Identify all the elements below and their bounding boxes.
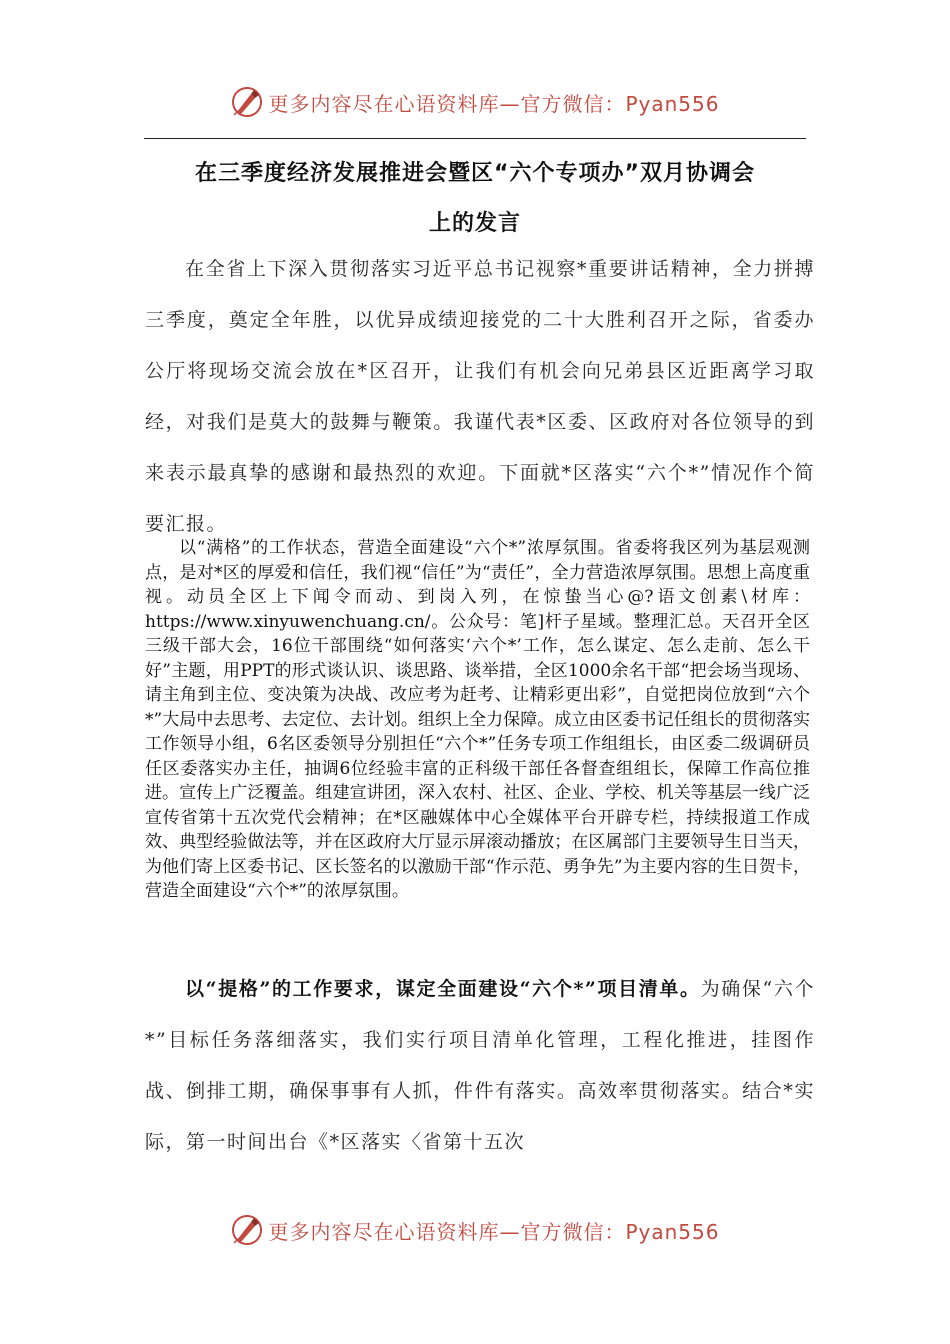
header-divider	[144, 138, 806, 139]
paragraph-project-list	[145, 964, 815, 1168]
paragraph-lead-sentence: 以“提格”的工作要求，谋定全面建设“六个*”项目清单。	[185, 978, 701, 1000]
document-title-line-2: 上的发言	[428, 211, 521, 236]
footer-banner	[0, 1210, 950, 1250]
paragraph-intro: 在全省上下深入贯彻落实习近平总书记视察*重要讲话精神，全力拼搏三季度，奠定全年胜，以优异成绩迎接党的二十大胜利召开之际，省委办公厅将现场交流会放在*区召开，让我们有机会向兄弟县区近距离学习取经，对我们是莫大的鼓舞与鞭策。我谨代表*区委、区政府对各位领导的到来表示最真挚的感谢和最热烈的欢迎。下面就*区落实“六个*”情况作个简要汇报。	[145, 258, 815, 535]
document-title-line-1: 在三季度经济发展推进会暨区“六个专项办”双月协调会	[195, 161, 755, 186]
header-banner	[0, 82, 950, 122]
pen-nib-logo-icon	[230, 1213, 264, 1247]
banner-text: 更多内容尽在心语资料库—官方微信：Pyan556	[268, 91, 720, 116]
paragraph-manage-atmosphere: 以“满格”的工作状态，营造全面建设“六个*”浓厚氛围。省委将我区列为基层观测点，是对*区的厚爱和信任，我们视“信任”为“责任”，全力营造浓厚氛围。思想上高度重视。动员全区上下闻令而动、到岗入列，在惊蛰当心@?语文创素\材库：https://www.xinyuwenchuang.cn/。公众号：笔]杆子星域。整理汇总。天召开全区三级干部大会，16位干部围绕“如何落实‘六个*’工作，怎么谋定、怎么走前、怎么干好”主题，用PPT的形式谈认识、谈思路、谈举措，全区1000余名干部“把会场当现场、请主角到主位、变决策为决战、改应考为赶考、让精彩更出彩”，自觉把岗位放到“六个*”大局中去思考、去定位、去计划。组织上全力保障。成立由区委书记任组长的贯彻落实工作领导小组，6名区委领导分别担任“六个*”任务专项工作组组长，由区委二级调研员任区委落实办主任，抽调6位经验丰富的正科级干部任各督查组组长，保障工作高位推进。宣传上广泛覆盖。组建宣讲团，深入农村、社区、企业、学校、机关等基层一线广泛宣传省第十五次党代会精神；在*区融媒体中心全媒体平台开辟专栏，持续报道工作成效、典型经验做法等，并在区政府大厅显示屏滚动播放；在区属部门主要领导生日当天，为他们寄上区委书记、区长签名的以激励干部“作示范、勇争先”为主要内容的生日贺卡，营造全面建设“六个*”的浓厚氛围。	[145, 538, 810, 901]
banner-text: 更多内容尽在心语资料库—官方微信：Pyan556	[268, 1219, 720, 1244]
paragraph-body-text: 为确保“六个*”目标任务落细落实，我们实行项目清单化管理，工程化推进，挂图作战、倒排工期，确保事事有人抓，件件有落实。高效率贯彻落实。结合*实际，第一时间出台《*区落实〈省第十五次	[145, 978, 816, 1153]
pen-nib-logo-icon	[230, 85, 264, 119]
